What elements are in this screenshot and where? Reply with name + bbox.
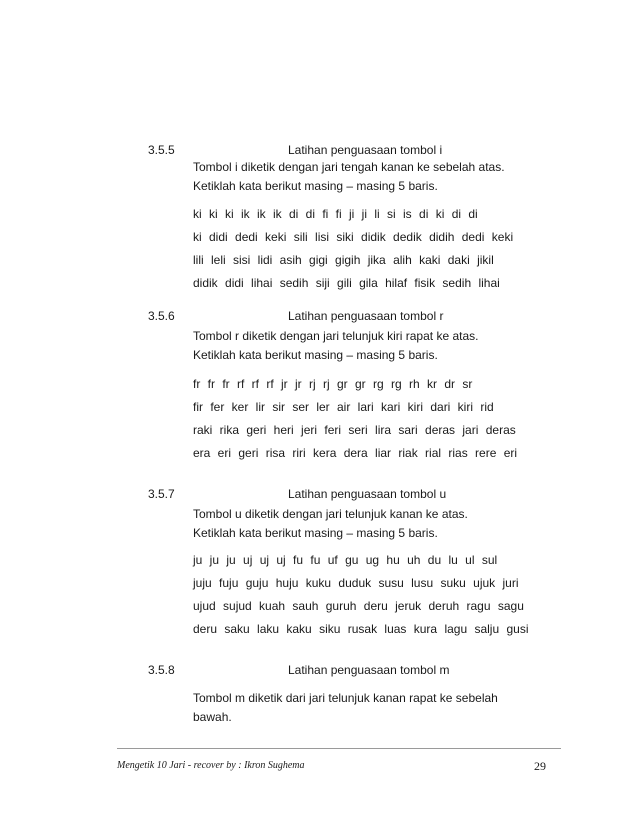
description-line: Ketiklah kata berikut masing – masing 5 baris. — [193, 348, 438, 362]
section-title: Latihan penguasaan tombol i — [288, 143, 443, 157]
drill-line: deru saku laku kaku siku rusak luas kura lagu salju gusi — [193, 622, 529, 636]
description-line: Tombol u diketik dengan jari telunjuk kanan ke atas. — [193, 507, 468, 521]
description-line: Tombol r diketik dengan jari telunjuk kiri rapat ke atas. — [193, 329, 479, 343]
section-description — [193, 689, 553, 727]
drill-line: ju ju ju uj uj uj fu fu uf gu ug hu uh du lu ul sul — [193, 553, 498, 567]
section-number: 3.5.7 — [148, 487, 175, 501]
section-description — [193, 327, 553, 365]
drill-line: lili leli sisi lidi asih gigi gigih jika alih kaki daki jikil — [193, 253, 494, 267]
description-line: Tombol i diketik dengan jari tengah kanan ke sebelah atas. — [193, 160, 505, 174]
drill-line: raki rika geri heri jeri feri seri lira sari deras jari deras — [193, 423, 516, 437]
drill-line: fir fer ker lir sir ser ler air lari kari kiri dari kiri rid — [193, 400, 494, 414]
drill-line: didik didi lihai sedih siji gili gila hilaf fisik sedih lihai — [193, 276, 500, 290]
footer-text: Mengetik 10 Jari - recover by : Ikron Sughema — [117, 760, 305, 771]
section-number: 3.5.8 — [148, 663, 175, 677]
section-title: Latihan penguasaan tombol r — [288, 309, 444, 323]
drill-line: fr fr fr rf rf rf jr jr rj rj gr gr rg rg rh kr dr sr — [193, 377, 473, 391]
drill-line: juju fuju guju huju kuku duduk susu lusu suku ujuk juri — [193, 576, 519, 590]
footer-divider — [117, 748, 561, 749]
description-line: bawah. — [193, 710, 232, 724]
page-number: 29 — [534, 759, 546, 773]
drill-line: ki didi dedi keki sili lisi siki didik dedik didih dedi keki — [193, 230, 514, 244]
drill-line: ujud sujud kuah sauh guruh deru jeruk deruh ragu sagu — [193, 599, 524, 613]
section-description — [193, 158, 553, 196]
description-line: Ketiklah kata berikut masing – masing 5 baris. — [193, 179, 438, 193]
drill-line: ki ki ki ik ik ik di di fi fi ji ji li si is di ki di di — [193, 207, 478, 221]
description-line: Tombol m diketik dari jari telunjuk kanan rapat ke sebelah — [193, 691, 498, 705]
drill-line: era eri geri risa riri kera dera liar riak rial rias rere eri — [193, 446, 518, 460]
section-number: 3.5.6 — [148, 309, 175, 323]
description-line: Ketiklah kata berikut masing – masing 5 baris. — [193, 526, 438, 540]
section-title: Latihan penguasaan tombol m — [288, 663, 450, 677]
section-description — [193, 505, 553, 543]
section-title: Latihan penguasaan tombol u — [288, 487, 447, 501]
section-number: 3.5.5 — [148, 143, 175, 157]
